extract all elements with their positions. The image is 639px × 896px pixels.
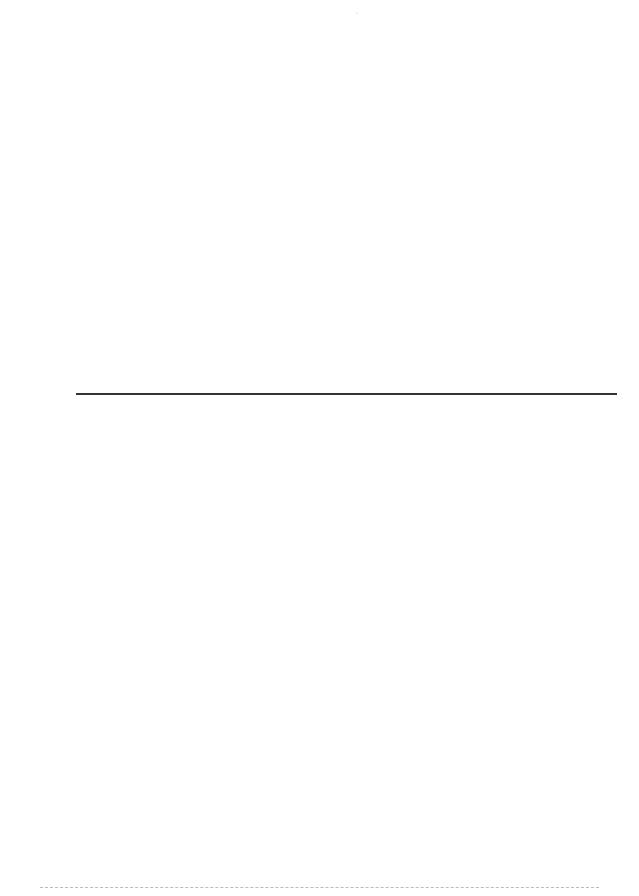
- header-number: [77, 394, 106, 395]
- header-sum: [550, 394, 616, 395]
- scan-mark: ·: [356, 11, 358, 17]
- family-support-table: [76, 393, 617, 395]
- bottom-divider: [40, 887, 599, 888]
- header-name: [105, 394, 550, 395]
- table-header-row: [77, 394, 617, 395]
